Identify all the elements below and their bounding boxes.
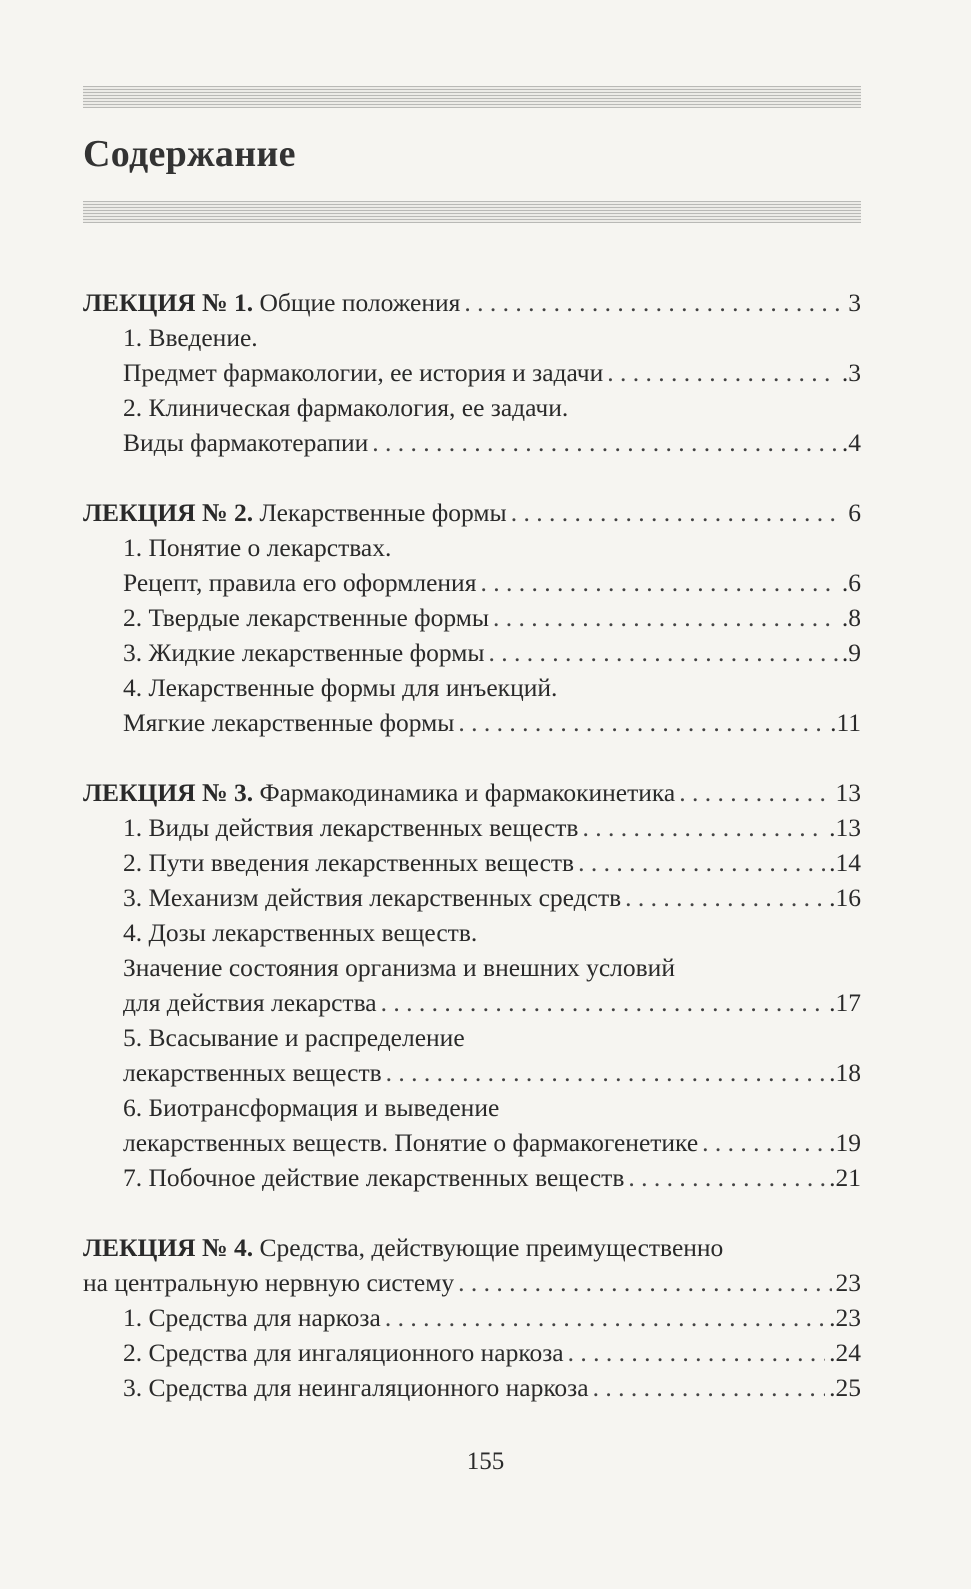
toc-page-number: 6 (848, 498, 861, 527)
toc-entry-title (123, 1160, 624, 1195)
toc-entry[interactable] (83, 950, 861, 985)
toc-entry-title (123, 985, 377, 1020)
toc-entry[interactable] (83, 390, 861, 425)
toc-entry[interactable] (83, 1090, 861, 1125)
toc-entry-title (123, 1055, 382, 1090)
toc-page-number: .11 (830, 708, 861, 737)
toc-entry[interactable] (83, 775, 861, 810)
toc-entry-text: 5. Всасывание и распределение (123, 1023, 465, 1052)
toc-entry-text: Фармакодинамика и фармакокинетика (253, 778, 676, 807)
toc-entry[interactable] (83, 985, 861, 1020)
dot-leader (679, 775, 831, 810)
lecture-number: ЛЕКЦИЯ № 2. (83, 498, 254, 527)
dot-leader (480, 565, 837, 600)
dot-leader (464, 285, 839, 320)
toc-entry-title (123, 600, 489, 635)
toc-entry[interactable] (83, 810, 861, 845)
toc-entry[interactable] (83, 1300, 861, 1335)
lecture-number: ЛЕКЦИЯ № 3. (83, 778, 254, 807)
dot-leader (385, 1300, 825, 1335)
toc-entry-title (123, 1370, 589, 1405)
dot-leader (489, 635, 838, 670)
toc-entry-text: на центральную нервную систему (83, 1268, 455, 1297)
toc-page-number: .8 (841, 603, 861, 632)
toc-entry[interactable] (83, 530, 861, 565)
toc-entry-title (123, 565, 476, 600)
toc-entry[interactable] (83, 285, 861, 320)
toc-entry-title (83, 495, 507, 530)
toc-entry-title (123, 635, 485, 670)
toc-entry-title (83, 1265, 454, 1300)
toc-page-number: .14 (829, 848, 861, 877)
dot-leader (386, 1055, 825, 1090)
toc-entry-title (83, 775, 675, 810)
toc-entry[interactable] (83, 600, 861, 635)
toc-entry-title (123, 530, 391, 565)
toc-entry-title (123, 425, 368, 460)
toc-entry-title (123, 320, 258, 355)
toc-entry[interactable] (83, 635, 861, 670)
toc-entry-title (123, 1090, 499, 1125)
toc-entry[interactable] (83, 915, 861, 950)
dot-leader (458, 705, 826, 740)
toc-entry-text: Предмет фармакологии, ее история и задачи (123, 358, 604, 387)
toc-entry-text: Мягкие лекарственные формы (123, 708, 455, 737)
toc-entry[interactable] (83, 1370, 861, 1405)
title-rule (83, 201, 861, 223)
toc-page-number: .4 (841, 428, 861, 457)
toc-entry[interactable] (83, 1055, 861, 1090)
dot-leader (582, 810, 825, 845)
toc-entry[interactable] (83, 495, 861, 530)
toc-entry-text: 1. Средства для наркоза (123, 1303, 381, 1332)
dot-leader (493, 600, 838, 635)
toc-entry-title (123, 1020, 465, 1055)
toc-page-number: .16 (829, 883, 861, 912)
toc-page-number: 13 (835, 778, 861, 807)
toc-entry-text: лекарственных веществ. Понятие о фармакогенетике (123, 1128, 699, 1157)
toc-entry-text: 3. Средства для неингаляционного наркоза (123, 1373, 589, 1402)
toc-entry-text: 4. Дозы лекарственных веществ. (123, 918, 478, 947)
toc-entry-title (123, 1335, 564, 1370)
dot-leader (381, 985, 826, 1020)
toc-entry-text: 1. Виды действия лекарственных веществ (123, 813, 579, 842)
lecture-number: ЛЕКЦИЯ № 1. (83, 288, 254, 317)
toc-entry[interactable] (83, 705, 861, 740)
page-title: Содержание (83, 133, 296, 175)
toc-entry-text: Лекарственные формы (253, 498, 507, 527)
toc-entry-text: для действия лекарства (123, 988, 377, 1017)
toc-entry-text: 2. Пути введения лекарственных веществ (123, 848, 575, 877)
toc-page-number: 23 (835, 1268, 861, 1297)
toc-page-number: .18 (829, 1058, 861, 1087)
toc-entry[interactable] (83, 355, 861, 390)
dot-leader (702, 1125, 825, 1160)
toc-entry-title (123, 880, 621, 915)
table-of-contents (83, 285, 861, 1405)
toc-entry-title (123, 915, 477, 950)
page-number: 155 (466, 1448, 505, 1475)
toc-entry-title (123, 845, 574, 880)
toc-entry[interactable] (83, 670, 861, 705)
toc-entry-title (123, 390, 568, 425)
toc-entry-text: 4. Лекарственные формы для инъекций. (123, 673, 558, 702)
toc-entry-text: 7. Побочное действие лекарственных веществ (123, 1163, 625, 1192)
top-rule (83, 86, 861, 108)
toc-entry-title (123, 1300, 381, 1335)
toc-entry[interactable] (83, 880, 861, 915)
toc-entry-title (83, 1230, 723, 1265)
toc-entry-text: 2. Клиническая фармакология, ее задачи. (123, 393, 569, 422)
toc-entry[interactable] (83, 1125, 861, 1160)
toc-entry[interactable] (83, 845, 861, 880)
toc-entry-text: Общие положения (253, 288, 461, 317)
toc-entry-title (83, 285, 460, 320)
toc-entry-text: Виды фармакотерапии (123, 428, 369, 457)
toc-entry-text: 1. Понятие о лекарствах. (123, 533, 392, 562)
toc-page-number: .17 (829, 988, 861, 1017)
toc-entry-text: 2. Твердые лекарственные формы (123, 603, 490, 632)
toc-page-number: .9 (841, 638, 861, 667)
toc-entry[interactable] (83, 1160, 861, 1195)
toc-entry[interactable] (83, 1020, 861, 1055)
dot-leader (578, 845, 825, 880)
toc-page-number: .3 (841, 358, 861, 387)
toc-entry-text: Рецепт, правила его оформления (123, 568, 477, 597)
dot-leader (593, 1370, 826, 1405)
toc-entry-text: 3. Жидкие лекарственные формы (123, 638, 485, 667)
toc-page-number: .24 (829, 1338, 861, 1367)
dot-leader (628, 1160, 825, 1195)
dot-leader (607, 355, 838, 390)
toc-entry[interactable] (83, 1335, 861, 1370)
toc-entry-text: Средства, действующие преимущественно (253, 1233, 724, 1262)
toc-page-number: .13 (829, 813, 861, 842)
toc-entry-text: 3. Механизм действия лекарственных средств (123, 883, 622, 912)
toc-entry-title (123, 810, 578, 845)
dot-leader (625, 880, 825, 915)
toc-entry[interactable] (83, 1230, 861, 1265)
toc-entry-title (123, 355, 603, 390)
toc-entry-text: Значение состояния организма и внешних условий (123, 953, 675, 982)
dot-leader (372, 425, 838, 460)
toc-entry[interactable] (83, 425, 861, 460)
toc-page-number: .6 (841, 568, 861, 597)
lecture-number: ЛЕКЦИЯ № 4. (83, 1233, 254, 1262)
toc-entry-text: 1. Введение. (123, 323, 258, 352)
toc-entry[interactable] (83, 565, 861, 600)
toc-page-number: .21 (829, 1163, 861, 1192)
toc-entry-title (123, 670, 557, 705)
toc-entry[interactable] (83, 1265, 861, 1300)
toc-entry-title (123, 950, 675, 985)
toc-entry-text: лекарственных веществ (123, 1058, 382, 1087)
dot-leader (568, 1335, 826, 1370)
toc-entry-text: 2. Средства для ингаляционного наркоза (123, 1338, 564, 1367)
toc-page-number: .19 (829, 1128, 861, 1157)
toc-page-number: .25 (829, 1373, 861, 1402)
dot-leader (511, 495, 839, 530)
toc-page-number: 3 (848, 288, 861, 317)
dot-leader (458, 1265, 831, 1300)
toc-entry-text: 6. Биотрансформация и выведение (123, 1093, 500, 1122)
toc-page-number: .23 (829, 1303, 861, 1332)
toc-entry-title (123, 1125, 698, 1160)
toc-entry-title (123, 705, 454, 740)
toc-entry[interactable] (83, 320, 861, 355)
